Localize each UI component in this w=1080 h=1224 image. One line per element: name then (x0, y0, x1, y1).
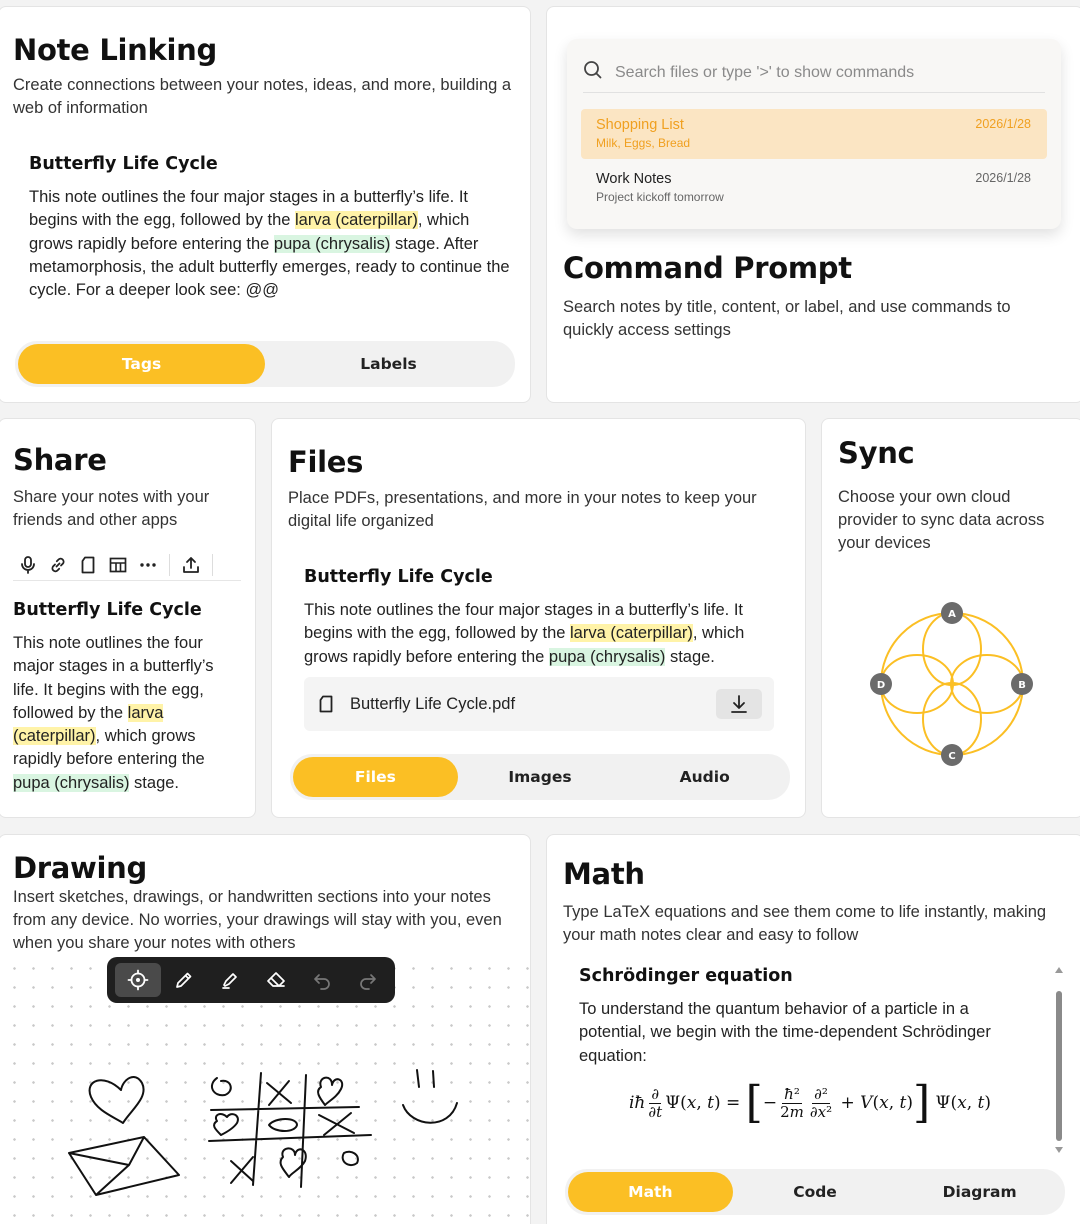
sync-node-c[interactable] (941, 744, 963, 766)
note-text: stage. (665, 647, 715, 666)
drawing-card (0, 834, 531, 1224)
note-body: To understand the quantum behavior of a particle in a potential, we begin with the time-dependent Schrödinger equation: (579, 1000, 991, 1065)
drawing-title: Drawing (13, 851, 147, 885)
files-type-switch (290, 754, 790, 800)
share-upload-icon[interactable] (176, 550, 206, 580)
eraser-icon[interactable] (253, 963, 299, 997)
download-icon (728, 693, 750, 715)
tab-audio[interactable]: Audio (679, 768, 730, 786)
math-card (546, 834, 1080, 1224)
command-palette (567, 39, 1061, 229)
tags-labels-switch (15, 341, 515, 387)
note-title: Schrödinger equation (579, 966, 793, 986)
note-title: Butterfly Life Cycle (13, 600, 202, 620)
result-title: Shopping List (596, 117, 684, 133)
note-linking-title: Note Linking (13, 33, 217, 67)
scrollbar[interactable] (1053, 963, 1065, 1159)
math-mode-switch (565, 1169, 1065, 1215)
sketch-strokes (0, 835, 531, 1224)
tab-code[interactable]: Code (793, 1183, 837, 1201)
tab-labels[interactable]: Labels (360, 355, 417, 373)
math-title: Math (563, 857, 645, 891)
note-text: This note outlines the four major stages in a butterfly’s life. It begins with the egg, followed by the (29, 188, 468, 230)
tab-diagram[interactable]: Diagram (942, 1183, 1017, 1201)
share-desc: Share your notes with your friends and other apps (13, 488, 210, 529)
tag-pupa[interactable]: pupa (chrysalis) (548, 647, 666, 666)
files-card (271, 418, 806, 818)
file-icon (316, 694, 336, 714)
tag-larva[interactable]: larva (caterpillar) (570, 624, 693, 643)
command-prompt-title: Command Prompt (563, 251, 852, 285)
note-text: stage. (129, 773, 180, 792)
files-desc: Place PDFs, presentations, and more in your notes to keep your digital life organized (288, 489, 757, 530)
sync-desc: Choose your own cloud provider to sync data across your devices (838, 488, 1045, 552)
tab-math[interactable]: Math (568, 1172, 733, 1212)
attachment-name: Butterfly Life Cycle.pdf (350, 694, 516, 713)
sync-node-d[interactable] (870, 673, 892, 695)
scroll-up-icon[interactable] (1055, 967, 1063, 973)
command-prompt-desc: Search notes by title, content, or label, and use commands to quickly access settings (563, 298, 1011, 339)
scroll-down-icon[interactable] (1055, 1147, 1063, 1153)
node-label: B (1018, 680, 1026, 691)
toolbar-divider (212, 554, 213, 576)
note-text: This note outlines the four major stages in a butterfly’s life. It begins with the egg, followed by the (304, 601, 743, 643)
tag-pupa[interactable]: pupa (chrysalis) (273, 234, 391, 253)
redo-icon[interactable] (345, 963, 391, 997)
note-title: Butterfly Life Cycle (304, 567, 493, 587)
sync-card (821, 418, 1080, 818)
microphone-icon[interactable] (13, 550, 43, 580)
result-subtitle: Milk, Eggs, Bread (596, 136, 691, 150)
note-linking-desc: Create connections between your notes, ideas, and more, building a web of information (13, 76, 512, 117)
download-button[interactable] (716, 689, 762, 719)
note-text: , which grows rapidly before entering the (13, 727, 205, 769)
highlighter-icon[interactable] (207, 963, 253, 997)
note-text: stage. After metamorphosis, the adult butterfly emerges, ready to continue the cycle. For a deeper look see: @@ (29, 234, 510, 300)
tag-larva[interactable]: larva (caterpillar) (13, 703, 164, 746)
command-prompt-card (546, 6, 1080, 403)
result-date: 2026/1/28 (975, 171, 1031, 185)
node-label: D (876, 680, 886, 691)
files-title: Files (288, 445, 364, 479)
node-label: A (948, 609, 956, 620)
note-text: , which grows rapidly before entering the (29, 211, 470, 253)
note-body[interactable] (304, 599, 779, 669)
note-body[interactable] (29, 186, 511, 302)
note-text: This note outlines the four major stages in a butterfly’s life. It begins with the egg, followed by the (13, 634, 214, 722)
share-title: Share (13, 443, 107, 477)
select-icon[interactable] (115, 963, 161, 997)
result-date: 2026/1/28 (975, 117, 1031, 131)
search-result[interactable] (581, 163, 1047, 213)
math-desc: Type LaTeX equations and see them come to life instantly, making your math notes clear and easy to follow (563, 903, 1047, 944)
search-result[interactable] (581, 109, 1047, 159)
schrodinger-equation: iħ $\frac{\partial}{\partial t}$ Ψ(x, t) = [ − $\frac{\text{ħ²}}{2m}$ $\frac{\text{∂²}}{\text{∂x²}}$ + V(x, t) ] Ψ(x, t) (629, 1077, 991, 1128)
note-linking-card (0, 6, 531, 403)
search-icon (583, 60, 603, 85)
share-card (0, 418, 256, 818)
note-title: Butterfly Life Cycle (29, 154, 218, 174)
search-input[interactable]: Search files or type '>' to show commands (615, 63, 915, 81)
file-icon[interactable] (73, 550, 103, 580)
search-bar[interactable] (583, 53, 1045, 93)
sync-title: Sync (838, 436, 915, 470)
tab-images[interactable]: Images (508, 768, 572, 786)
share-toolbar (13, 549, 241, 581)
drawing-toolbar (107, 957, 395, 1003)
tag-pupa[interactable]: pupa (chrysalis) (13, 773, 130, 792)
note-text: , which grows rapidly before entering the (304, 624, 745, 666)
tab-files[interactable]: Files (293, 757, 458, 797)
sync-node-a[interactable] (941, 602, 963, 624)
result-subtitle: Project kickoff tomorrow (596, 190, 724, 204)
table-icon[interactable] (103, 550, 133, 580)
tag-larva[interactable]: larva (caterpillar) (295, 211, 418, 230)
drawing-desc: Insert sketches, drawings, or handwritten sections into your notes from any device. No worries, your drawings will stay with you, even when you share your notes with others (13, 888, 502, 952)
result-title: Work Notes (596, 171, 672, 187)
node-label: C (948, 751, 956, 762)
pen-icon[interactable] (161, 963, 207, 997)
tab-tags[interactable]: Tags (18, 344, 265, 384)
link-icon[interactable] (43, 550, 73, 580)
sync-diagram (822, 419, 1080, 818)
attachment-row[interactable] (304, 677, 774, 731)
more-icon[interactable] (133, 550, 163, 580)
toolbar-divider (169, 554, 170, 576)
note-body[interactable] (13, 632, 235, 795)
sync-node-b[interactable] (1011, 673, 1033, 695)
scrollbar-thumb[interactable] (1056, 991, 1062, 1141)
undo-icon[interactable] (299, 963, 345, 997)
